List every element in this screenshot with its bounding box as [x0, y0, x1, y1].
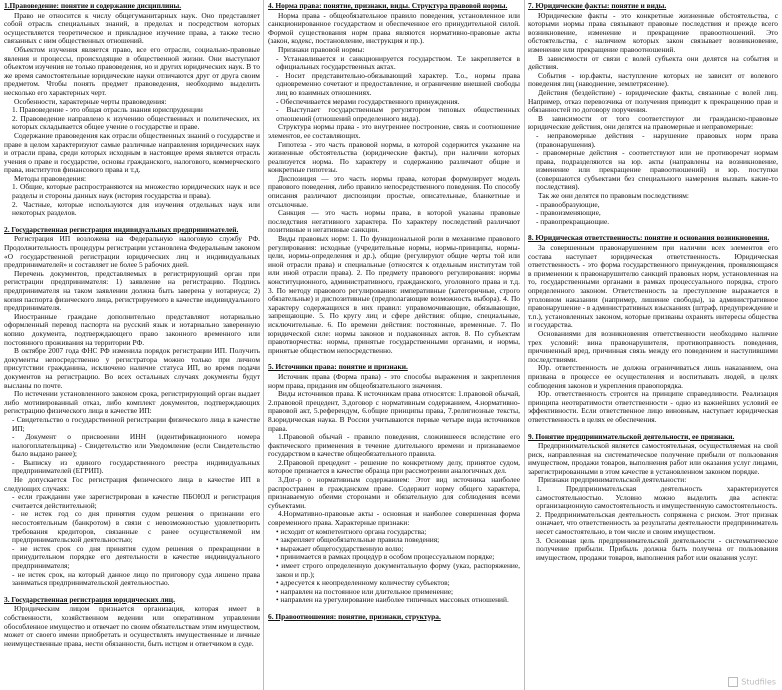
paragraph: Гипотеза - это часть правовой нормы, в которой содержится указание на жизненные обстоятельства (юридические факты), при наличии которых реализуется норма. По характеру и содержанию различают общие и конкретные гипотезы.	[268, 139, 520, 175]
paragraph: Действия (бездействие) - юридические факты, связанные с волей лиц. Например, отказ перевозчика от получения приводит к прекращению прав и обязанностей по договору поручения.	[528, 87, 778, 115]
list-item: - не истек срок, на который данное лицо по приговору суда лишено права заниматься предпринимательской деятельностью.	[12, 569, 260, 588]
paragraph: Признаки правовой нормы:	[278, 44, 365, 54]
list-item: • закрепляет общеобязательные правила поведения;	[276, 535, 440, 545]
watermark-text: Studfiles	[741, 677, 776, 687]
paragraph: Диспозиция — это часть нормы права, которая формулирует модель правового поведения, либо правило непосредственного поведения. По способу описания различают диспозиции простые, описательные, бланкетные и отсылочные.	[268, 173, 520, 209]
paragraph: Структура нормы права - это внутреннее построение, связь и соотношение элементов, ее составляющих.	[268, 122, 520, 140]
column-divider	[263, 0, 264, 690]
paragraph: Методы правоведения:	[14, 173, 87, 183]
list-item: • исходит от компетентного органа государства;	[276, 526, 427, 536]
paragraph: Содержание правоведения как отрасли общественных знаний о государстве и праве в целом характеризуют самые различные направления юридических наук и отрасли права, среди которых исходным в настоящее время является отрасль учения о праве и государстве, основы гражданского, налогового, коммерческого права, институтов финансового права и т.д.	[4, 130, 260, 175]
paragraph: 3.Дог-р о нормативным содержанием: Этот вид источника наиболее распространен в гражданском праве. Содержит норму общего характера, признаваемую обеими сторонами и обязательную для соблюдения всеми субъектами.	[268, 475, 520, 510]
list-item: - правомерные действия - соответствуют или не противоречат нормам права, подразделяются на юр. акты (направлены на возникновение, изменение или прекращение правоотношений) и юр. поступки (совершаются субъектами без специального намерения вызвать какие-то последствия).	[536, 148, 778, 192]
section-heading: 6. Правоотношения: понятие, признаки, структура.	[268, 611, 441, 621]
list-item: 2. Правоведение направлено к изучению общественных и политических, их которых складывается общее учение о государстве и праве.	[12, 113, 260, 132]
paragraph: Перечень документов, представляемых в регистрирующий орган при регистрации предпринимателя: 1) заявление на регистрацию. Подпись предпринимателя на таком заявлении должна быть заверена у нотариуса; 2) копия паспорта физического лица, регистрируемого в качестве индивидуального предпринимателя.	[4, 268, 260, 313]
column-left	[4, 2, 260, 688]
paragraph: По истечении установленного законом срока, регистрирующий орган выдает либо мотивированный отказ, либо комплект документов, подтверждающих регистрацию физического лица в качестве ИП:	[4, 389, 260, 416]
list-item: - не истек срок со дня принятия судом решения о прекращении в принудительном порядке его деятельности в качестве индивидуального предпринимателя;	[12, 543, 260, 570]
list-item: • выражает общегосударственную волю;	[276, 543, 404, 553]
list-item: • адресуется к неопределенному количеству субъектов;	[276, 578, 450, 588]
paragraph: 1.Правовой обычай - правило поведения, сложившееся вследствие его фактического применения в течение длительного времени и признаваемое государством в качестве общеобязательного правила.	[268, 432, 520, 459]
list-item: 1. Предпринимательская деятельность характеризуется самостоятельностью. Условно можно выделить два аспекта: организационную самостоятельность и имущественную самостоятельность.	[536, 484, 778, 511]
column-middle	[268, 2, 520, 688]
paragraph: Юр. ответственность строится на принципе справедливости. Реализация принципа неотвратимости ответственности - одно из важнейших условий ее эффективности. Если ответственное лицо виновным, наступает юридическая ответственность в целях ее обеспечения.	[528, 389, 778, 424]
section-heading: 1.Правоведение: понятие и содержание дисциплины.	[4, 2, 182, 10]
paragraph: Виды источников права. К источникам права относятся: 1.правовой обычай, 2.правовой прецедент, 3.договор с нормативным содержанием, 4.нормативно-правовой акт, 5.референдум, 6.общие принципы права, 7.религиозные тексты, 8.юридическая наука. В России учитываются первые четыре вида источников права.	[268, 389, 520, 433]
list-item: - правопрекращающие.	[536, 216, 610, 226]
section-heading: 3. Государственная регистрация юридических лиц.	[4, 594, 175, 604]
paragraph: Не допускается Гос регистрация физического лица в качестве ИП в следующих случаях:	[4, 475, 260, 493]
list-item: 3. Основная цель предпринимательской деятельности - систематическое получение прибыли. Прибыль должна быть получена от пользования имуществом, продажи товаров, выполнения работ или оказания услуг.	[536, 535, 778, 562]
list-item: 1. Общие, которые распространяются на множество юридических наук и все разделы и стороны данных наук (история государства и права).	[12, 182, 260, 201]
paragraph: Право не относится к числу общегуманитарных наук. Оно представляет собой отрасль специальных знаний, в пределах и посредством которых осуществляется теоретическое и прикладное изучение права, а также тесно связанных с ним общественных отношений.	[4, 10, 260, 46]
list-item: 1. Правоведение - это общая отрасль знания юриспруденции	[12, 105, 203, 115]
list-item: - если гражданин уже зарегистрирован в качестве ПБОЮЛ и регистрация считается действительной;	[12, 492, 260, 510]
list-item: • направлен на урегулирование наиболее типичных массовых отношений.	[276, 595, 509, 605]
paragraph: 4.Нормативно-правовые акты - основная и наиболее совершенная форма современного права. Характерные признаки:	[268, 509, 520, 528]
watermark-icon	[728, 677, 738, 687]
paragraph: 2.Правовой прецедент - решение по конкретному делу, принятое судом, которое признается в качестве образца при рассмотрении аналогичных дел.	[268, 457, 520, 476]
section-heading: 5. Источники права: понятие и признаки.	[268, 362, 408, 372]
paragraph: Норма права - общеобязательное правило поведения, установленное или санкционированное государством и обеспеченное его принудительной силой. Формой существования норм права являются нормативно-правовые акты (закон, кодекс, постановление, инструкция и пр.).	[268, 10, 520, 46]
paragraph: Особенности, характерные черты правоведения:	[14, 96, 167, 106]
paragraph: За совершенным правонарушением при наличии всех элементов его состава наступает юридическая ответственность. Юридическая ответственность - это форма государственного принуждения, проявляющаяся в применении к правонарушителю санкций правовых норм, установленная на то, государственными органами в рамках процессуального порядка, строго определенного законом. Ответственность за преступление выражается в уголовном наказании (например, лишение свободы), за административное правонарушение - в административных взысканиях (штраф, предупреждение и т.п.), установленных законом, которые призваны охранять интересы общества и государства.	[528, 243, 778, 330]
paragraph: Предпринимательской является самостоятельная, осуществляемая на свой риск, направленная на систематическое получение прибыли от пользования имуществом, продажи товаров, выполнения работ или оказания услуг лицами, зарегистрированными в этом качестве в установленном законом порядке.	[528, 441, 778, 476]
list-item: - Свидетельство о государственной регистрации физического лица в качестве ИП;	[12, 414, 260, 433]
column-right	[528, 2, 778, 688]
list-item: 2. Предпринимательская деятельность сопряжена с риском. Этот признак означает, что ответственность за результаты деятельности предприниматель несет самостоятельно, в том числе и своим имуществом.	[536, 509, 778, 537]
list-item: - не истек год со дня принятия судом решения о признании его несостоятельным (банкротом) в связи с невозможностью удовлетворить требования кредиторов, связанные с ранее осуществляемой им предпринимательской деятельностью;	[12, 509, 260, 545]
section-heading: 7. Юридические факты: понятие и виды.	[528, 2, 667, 10]
section-heading: 8. Юридическая ответственность: понятие и основания возникновения.	[528, 233, 770, 243]
section-heading: 2. Государственная регистрация индивидуальных предпринимателей.	[4, 224, 239, 234]
list-item: - неправомерные действия - нарушение правовых норм права (правонарушения).	[536, 130, 778, 149]
section-heading: 4. Норма права: понятие, признаки, виды. Структура правовой нормы.	[268, 2, 508, 10]
paragraph: Юр. ответственность не должна ограничиваться лишь наказанием, она призвана в процессе ее осуществления и воспитывать людей, в целях соблюдения законов и укрепления правопорядка.	[528, 363, 778, 390]
list-item: - Устанавливается и санкционируется государством. Т.е закрепляется в официальных государственных актах.	[276, 53, 520, 72]
list-item: - правообразующие,	[536, 199, 600, 209]
list-item: - Документ о присвоении ИНН (идентификационного номера налогоплательщика) - Свидетельство или Уведомление (если Свидетельство было выдано ранее);	[12, 432, 260, 459]
paragraph: Санкция — это часть нормы права, в которой указаны правовые последствия негативного характера. По характеру последствий различают позитивные и негативные санкции.	[268, 208, 520, 235]
paragraph: В зависимости от связи с волей субъекта они делятся на события и действия.	[528, 53, 778, 72]
paragraph: Объектом изучения является право, все его отрасли, социально-правовые явления и процессы, происходящие в общественной жизни. Они выступают объектом изучения не только правоведения, но и других юридических наук. В то же время самостоятельные юридические науки отличаются друг от друга своим предметом. Чтобы понять предмет правоведения, необходимо выделить несколько его характерных черт.	[4, 44, 260, 97]
paragraph: Иностранные граждане дополнительно представляют нотариально оформленный перевод паспорта на русский язык и нотариально заверенную копию документа, подтверждающего право законного временного или постоянного проживания на территории РФ.	[4, 311, 260, 347]
paragraph: В октябре 2007 года ФНС РФ изменила порядок регистрации ИП. Получить документы непосредственно у регистратора можно только при личном присутствии гражданина, исключено наличие статуса ИП, во время подачи документов на регистрацию. Во всех остальных случаях документы будут высланы по почте.	[4, 346, 260, 390]
list-item: 2. Частные, которые используются для изучения отдельных наук или некоторых разделов.	[12, 199, 260, 218]
column-divider	[524, 0, 525, 690]
list-item: - Обеспечивается мерами государственного принуждения.	[276, 96, 460, 106]
list-item: - Выступает государственным регулятором типовых общественных отношений (отношений определенного вида).	[276, 105, 520, 123]
watermark	[728, 677, 776, 687]
paragraph: Основаниями для возникновения ответственности необходимо наличие трех условий: вина правонарушителя, противоправность поведения, причиненный вред, причинная связь между его поведением и наступившими последствиями.	[528, 328, 778, 364]
paragraph: Так же они делятся по правовым последствиям:	[538, 191, 689, 201]
paragraph: Регистрация ИП возложена на Федеральную налоговую службу РФ. Продолжительность процедуры регистрации установлена Федеральным законом «О государственной регистрации юридических лиц и индивидуальных предпринимателей» и составляет не более 5 рабочих дней.	[4, 234, 260, 270]
paragraph: События - юр.факты, наступление которых не зависит от волевого поведения лиц (наводнение, землетрясение).	[528, 70, 778, 89]
list-item: - Носит представительно-обязывающий характер. Т.о., нормы права одновременно сочетают и предоставление, и ограничение внешней свободы лиц во взаимных отношениях.	[276, 70, 520, 97]
section-heading: 9. Понятие предпринимательской деятельности, ее признаки.	[528, 431, 735, 441]
list-item: • принимается в рамках процедур в особом процессуальном порядке;	[276, 552, 495, 562]
paragraph: Юридические факты - это конкретные жизненные обстоятельства, с которыми нормы права связывают правовые последствия и прежде всего возникновение, изменение и прекращение правоотношений. Это обстоятельства, с наличием которых закон связывает возникновение, изменение или прекращение правоотношений.	[528, 10, 778, 54]
list-item: • направлен на постоянное или длительное применение;	[276, 586, 454, 596]
list-item: - Выписку из единого государственного реестра индивидуальных предпринимателей (ЕГРИП).	[12, 457, 260, 476]
paragraph: В зависимости от того соответствуют ли гражданско-правовые юридические действия, они делятся на правомерные и неправомерные:	[528, 113, 778, 132]
list-item: - правоизменяющие,	[536, 208, 601, 218]
paragraph: Признаки предпринимательской деятельности:	[538, 475, 687, 485]
paragraph: Виды правовых норм: 1. По функциональной роли в механизме правового регулирования: исходные (учредительные нормы, нормы-принципы, нормы-цели, нормы-определения и др.), общие (регулируют общие черты той или иной отрасли права) и специальные (относятся к отдельным институтам той или иной отрасли права). 2. По предмету правового регулирования: нормы конституционного, административного, гражданского, уголовного права и т.д. 3. По методу правового регулирования: императивные (категоричные, строго обязательные) и диспозитивные (предполагающие возможность выбора). 4. По характеру содержащихся в них правил: управомочивающие, обязывающие, запрещающие. 5. По кругу лиц и сфере действия: общие, специальные, исключительные. 6. По времени действия: постоянные, временные. 7. По юридической силе: нормы законов и подзаконных актов. 8. По субъектам правотворчества: нормы, принятые государственными органами, и нормы, принятые обществом непосредственно.	[268, 234, 520, 355]
paragraph: Источник права (Форма права) - это способы выражения и закрепления норм права, придания им общеобязательного значения.	[268, 371, 520, 390]
list-item: • имеет строго определенную документальную форму (указ, распоряжение, закон и пр.);	[276, 561, 520, 579]
paragraph: Юридическим лицом признается организация, которая имеет в собственности, хозяйственном ведении или оперативном управлении обособленное имущество и отвечает по своим обязательствам этим имуществом, может от своего имени приобретать и осуществлять имущественные и личные неимущественные права, нести обязанности, быть истцом и ответчиком в суде.	[4, 604, 260, 648]
